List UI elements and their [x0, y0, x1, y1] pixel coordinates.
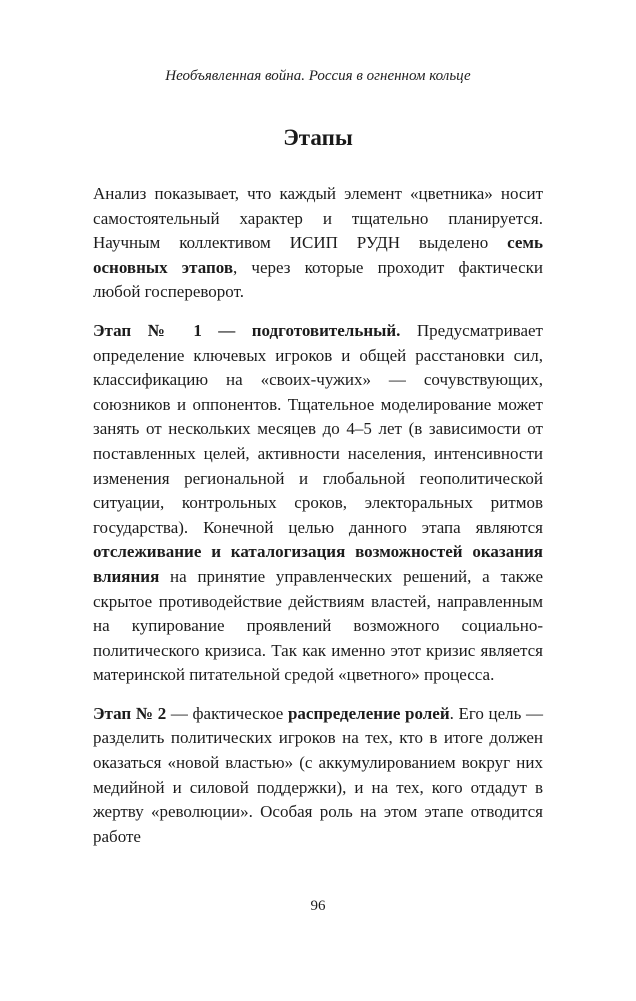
body-text — [93, 182, 543, 849]
text-run: на принятие управленческих решений, а также скрытое противодействие действиям властей, направленным на купирование проявлений возможного социально-политического кризиса. Так как именно этот кризис является материнской питательной средой «цветного» процесса. — [93, 566, 543, 685]
text-run-bold: Этап № 2 — [93, 703, 167, 723]
paragraph — [93, 182, 543, 305]
text-run: Анализ показывает, что каждый элемент «цветника» носит самостоятельный характер и тщательно планируется. Научным коллективом ИСИП РУДН выделено — [93, 184, 543, 253]
text-run-bold: семь основных этапов — [93, 233, 543, 277]
paragraph — [93, 319, 543, 688]
running-header: Необъявленная война. Россия в огненном кольце — [165, 68, 471, 84]
text-run-bold: Этап № 1 — подготовительный. — [93, 320, 401, 340]
text-run-bold: распределение ролей — [287, 703, 450, 723]
text-run: Предусматривает определение ключевых игроков и общей расстановки сил, классификацию на «своих-чужих» — сочувствующих, союзников и оппонентов. Тщательное моделирование может занять от нескольких месяцев до 4–5 лет (в зависимости от поставленных целей, активности населения, интенсивности изменения региональной и глобальной геополитической ситуации, контрольных сроков, электоральных ритмов государства). Конечной целью данного этапа являются — [93, 320, 543, 537]
text-run-bold: отслеживание и каталогизация возможностей оказания влияния — [93, 542, 543, 586]
page-number: 96 — [310, 898, 326, 914]
chapter-title: Этапы — [283, 125, 353, 150]
text-run: — фактическое — [166, 703, 288, 723]
paragraph — [93, 702, 543, 850]
text-run: , через которые проходит фактически любой госпереворот. — [93, 257, 543, 302]
text-run: . Его цель — разделить политических игроков на тех, кто в итоге должен оказаться «новой властью» (с аккумулированием вокруг них медийной и силовой поддержки), и на тех, кого отдадут в жертву «революции». Особая роль на этом этапе отводится работе — [93, 703, 543, 846]
